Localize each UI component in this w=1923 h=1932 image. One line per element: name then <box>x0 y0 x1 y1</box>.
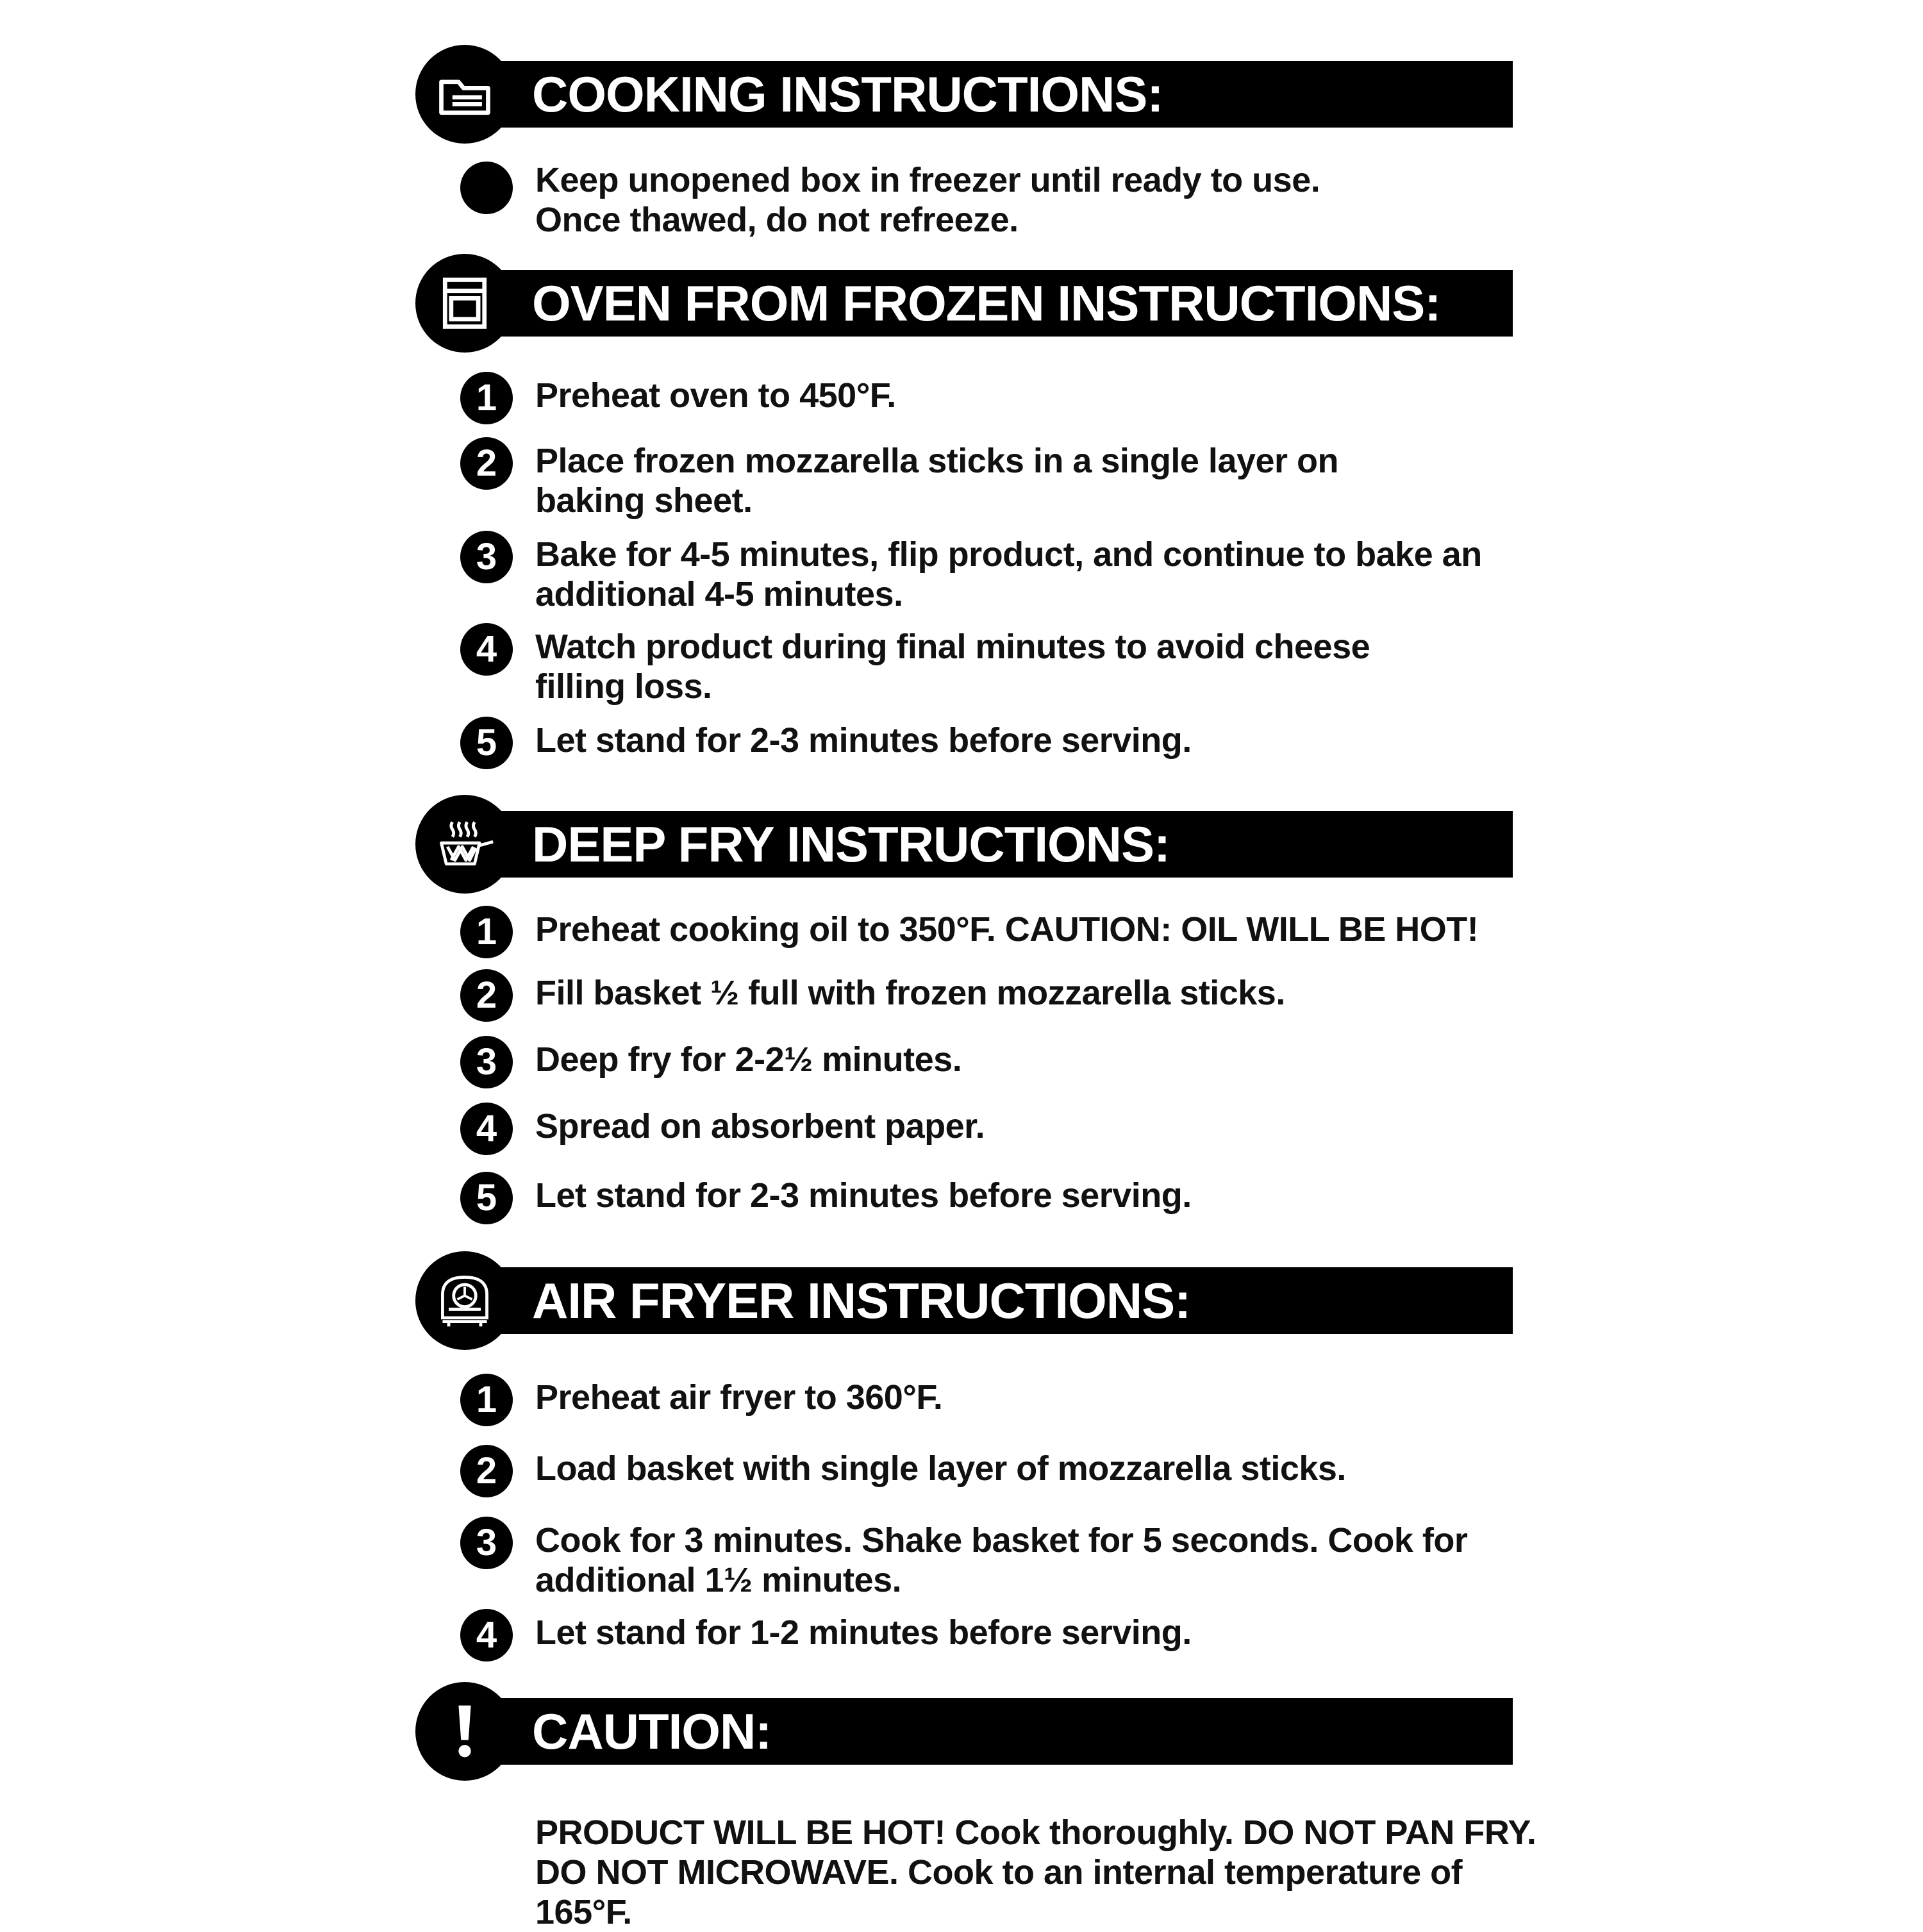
cooking-header <box>462 61 1513 128</box>
exclamation-icon <box>415 1682 514 1781</box>
step-number: 3 <box>460 531 513 583</box>
cooking-title: COOKING INSTRUCTIONS: <box>532 66 1163 122</box>
cooking-bullet-text: Keep unopened box in freezer until ready to use. Once thawed, do not refreeze. <box>535 161 1320 239</box>
step-number: 3 <box>460 1517 513 1569</box>
step-number: 4 <box>460 1609 513 1661</box>
deepfry-title: DEEP FRY INSTRUCTIONS: <box>532 816 1170 872</box>
step-text: Watch product during final minutes to avoid cheese filling loss. <box>535 628 1370 706</box>
caution-text: PRODUCT WILL BE HOT! Cook thoroughly. DO NOT PAN FRY. DO NOT MICROWAVE. Cook to an internal temperature of 165°F. <box>535 1813 1536 1931</box>
step-number: 2 <box>460 969 513 1022</box>
step-text: Let stand for 1-2 minutes before serving. <box>535 1613 1192 1652</box>
airfryer-header <box>462 1267 1513 1334</box>
step-text: Load basket with single layer of mozzarella sticks. <box>535 1449 1346 1488</box>
step-text: Let stand for 2-3 minutes before serving. <box>535 1176 1192 1215</box>
airfryer-title: AIR FRYER INSTRUCTIONS: <box>532 1272 1191 1329</box>
air-fryer-icon <box>415 1251 514 1350</box>
caution-header <box>462 1698 1513 1765</box>
caution-title: CAUTION: <box>532 1703 772 1760</box>
step-number: 1 <box>460 372 513 424</box>
bullet-dot <box>460 162 513 214</box>
step-text: Let stand for 2-3 minutes before serving. <box>535 721 1192 760</box>
step-number: 5 <box>460 1172 513 1224</box>
step-text: Bake for 4-5 minutes, flip product, and continue to bake an additional 4-5 minutes. <box>535 535 1482 613</box>
step-text: Place frozen mozzarella sticks in a single layer on baking sheet. <box>535 442 1339 520</box>
step-text: Fill basket ½ full with frozen mozzarella sticks. <box>535 974 1285 1012</box>
oven-header <box>462 270 1513 337</box>
deepfry-header <box>462 811 1513 878</box>
fryer-basket-icon <box>415 795 514 894</box>
step-number: 4 <box>460 1103 513 1155</box>
step-text: Preheat cooking oil to 350°F. CAUTION: OIL WILL BE HOT! <box>535 910 1479 949</box>
step-text: Preheat air fryer to 360°F. <box>535 1378 943 1417</box>
step-number: 3 <box>460 1036 513 1088</box>
step-text: Spread on absorbent paper. <box>535 1107 985 1145</box>
step-number: 1 <box>460 1374 513 1426</box>
step-text: Cook for 3 minutes. Shake basket for 5 seconds. Cook for additional 1½ minutes. <box>535 1521 1468 1599</box>
step-number: 1 <box>460 906 513 958</box>
box-icon <box>415 45 514 144</box>
oven-title: OVEN FROM FROZEN INSTRUCTIONS: <box>532 275 1441 331</box>
step-number: 4 <box>460 623 513 676</box>
step-number: 2 <box>460 1445 513 1497</box>
oven-icon <box>415 254 514 353</box>
step-text: Preheat oven to 450°F. <box>535 376 896 415</box>
step-number: 2 <box>460 437 513 490</box>
step-number: 5 <box>460 717 513 769</box>
step-text: Deep fry for 2-2½ minutes. <box>535 1040 962 1079</box>
